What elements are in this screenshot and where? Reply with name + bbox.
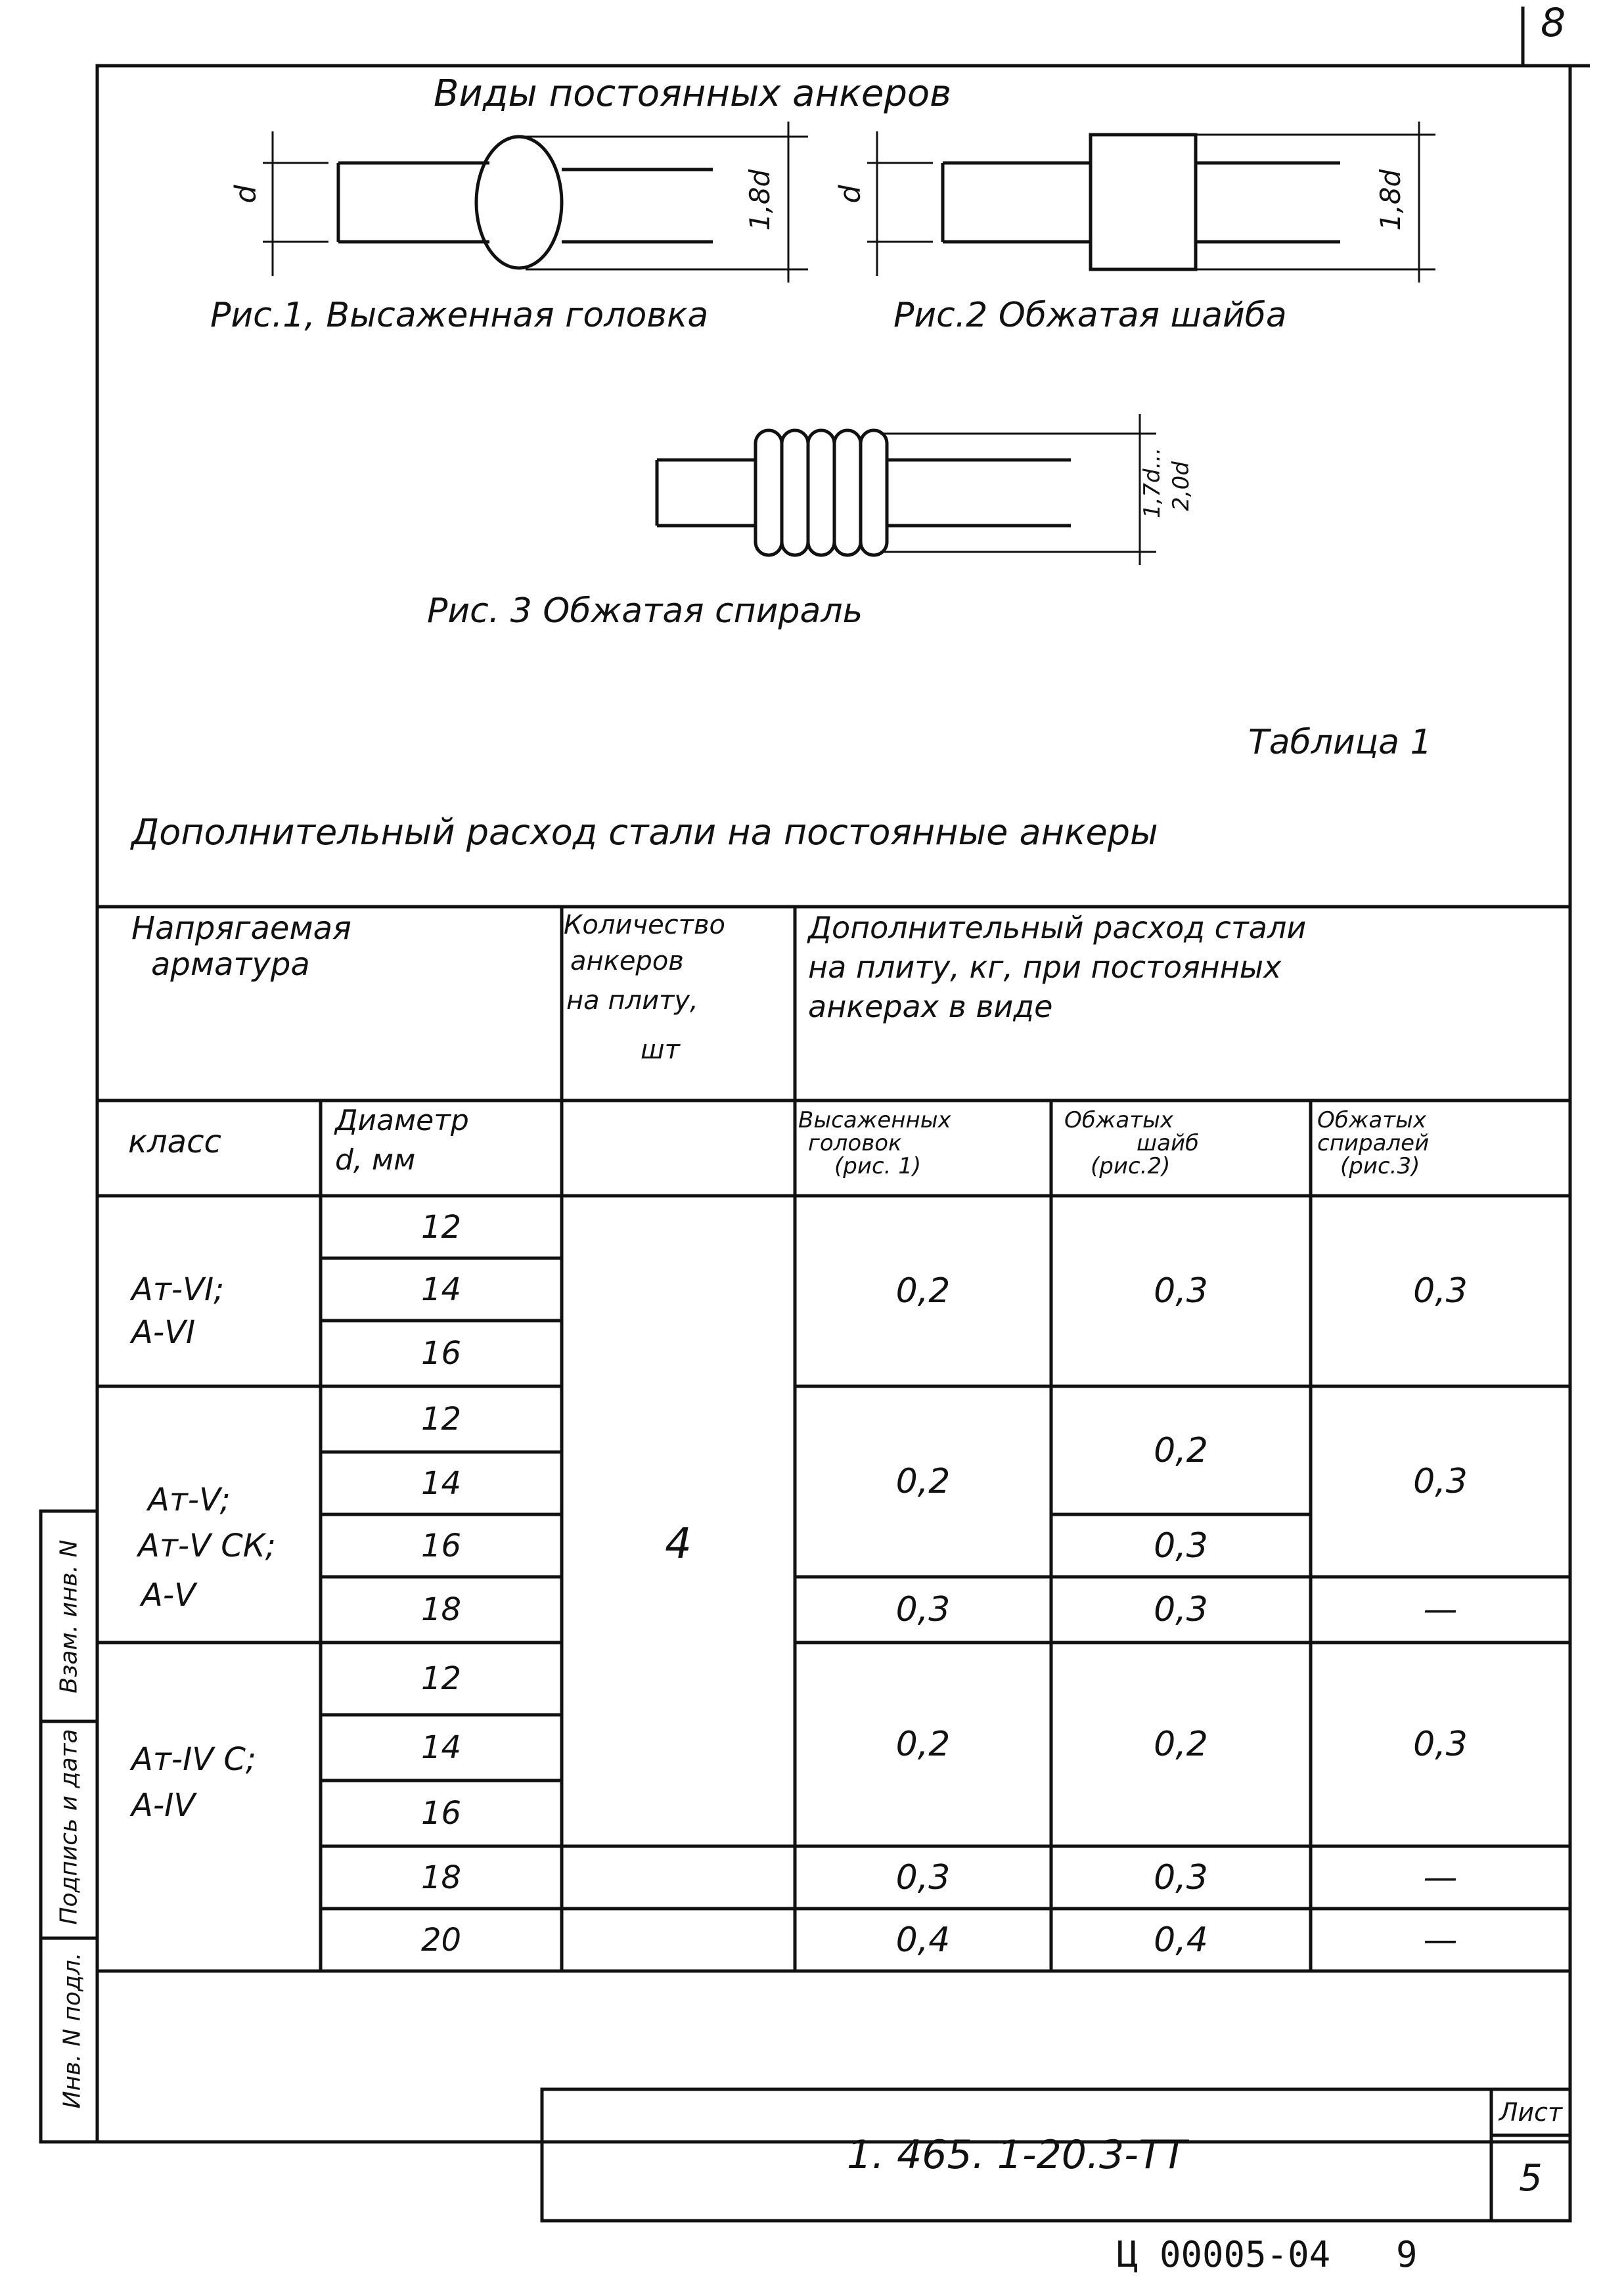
diameter-cell: 18 xyxy=(420,1591,462,1628)
diameter-cell: 14 xyxy=(420,1729,462,1766)
diameter-cell: 14 xyxy=(420,1271,462,1308)
page-number: 8 xyxy=(1541,0,1566,46)
header-reinforcement-1: Напрягаемая xyxy=(131,910,351,947)
sub2-line1: Обжатых xyxy=(1064,1107,1173,1133)
g2-18-spirals-value: — xyxy=(1423,1590,1458,1629)
sub2-line2: шайб xyxy=(1137,1130,1200,1156)
sub3-line1: Обжатых xyxy=(1317,1107,1426,1133)
g2-spirals-value: 0,3 xyxy=(1413,1462,1468,1501)
sub1-line1: Высаженных xyxy=(798,1107,951,1133)
stamp-replace-inv: Взам. инв. N xyxy=(55,1539,83,1694)
group2-class-2: Ат-V СК; xyxy=(138,1528,276,1564)
fig2-dim-d: d xyxy=(833,185,867,204)
anchor-count-value: 4 xyxy=(665,1520,692,1568)
sub1-line2: головок xyxy=(808,1130,902,1156)
figures-heading: Виды постоянных анкеров xyxy=(434,72,952,115)
fig1-caption: Рис.1, Высаженная головка xyxy=(210,296,709,335)
sub3-line3: (рис.3) xyxy=(1340,1153,1420,1179)
header-extra-2: на плиту, кг, при постоянных xyxy=(808,949,1282,985)
g1-heads-value: 0,2 xyxy=(895,1271,951,1311)
g2-18-heads-value: 0,3 xyxy=(895,1590,951,1629)
fig1-dim-outer: 1,8d xyxy=(744,169,777,231)
g3-20-washers-value: 0,4 xyxy=(1154,1920,1208,1960)
diameter-cell: 16 xyxy=(420,1335,462,1372)
header-reinforcement-2: арматура xyxy=(151,946,310,983)
header-extra-3: анкерах в виде xyxy=(808,989,1053,1024)
g3-heads-value: 0,2 xyxy=(895,1725,951,1764)
diameter-cell: 12 xyxy=(420,1660,462,1697)
group2-class-3: А-V xyxy=(141,1577,196,1614)
g1-washers-value: 0,3 xyxy=(1154,1271,1208,1311)
stamp-sign-date: Подпись и дата xyxy=(55,1729,83,1925)
header-count-2: анкеров xyxy=(570,946,684,976)
group2-class-1: Ат-V; xyxy=(148,1482,231,1518)
g3-18-washers-value: 0,3 xyxy=(1154,1857,1208,1897)
stamp-inv-no: Инв. N подл. xyxy=(58,1952,86,2109)
header-extra-1: Дополнительный расход стали xyxy=(808,910,1307,945)
header-count-4: шт xyxy=(641,1035,680,1065)
footer-page: 9 xyxy=(1396,2234,1418,2275)
header-class: класс xyxy=(128,1123,221,1160)
diameter-cell: 20 xyxy=(420,1921,462,1959)
g3-washers-value: 0,2 xyxy=(1154,1725,1208,1764)
diameter-cell: 16 xyxy=(420,1795,462,1832)
header-count-1: Количество xyxy=(564,910,726,940)
diameter-cell: 16 xyxy=(420,1527,462,1564)
g1-spirals-value: 0,3 xyxy=(1413,1271,1468,1311)
sheet-label: Лист xyxy=(1499,2098,1563,2127)
g3-20-heads-value: 0,4 xyxy=(895,1920,951,1960)
group1-class-1: Ат-VI; xyxy=(131,1271,225,1308)
g2-heads-value: 0,2 xyxy=(895,1462,951,1501)
g2-18-washers-value: 0,3 xyxy=(1154,1590,1208,1629)
header-count-3: на плиту, xyxy=(566,986,698,1016)
figure-3-drawing xyxy=(657,414,1156,565)
g2-washers-value-b: 0,3 xyxy=(1154,1526,1208,1566)
g3-18-heads-value: 0,3 xyxy=(895,1857,951,1897)
diameter-cell: 12 xyxy=(420,1401,462,1438)
group3-class-2: А-IV xyxy=(131,1787,196,1824)
sub2-line3: (рис.2) xyxy=(1091,1153,1171,1179)
group1-class-2: А-VI xyxy=(131,1314,196,1351)
fig3-caption: Рис. 3 Обжатая спираль xyxy=(427,591,863,631)
table-label: Таблица 1 xyxy=(1248,723,1432,762)
group3-class-1: Ат-IV С; xyxy=(131,1741,257,1778)
diameter-cell: 18 xyxy=(420,1859,462,1896)
g3-spirals-value: 0,3 xyxy=(1413,1725,1468,1764)
figure-2-drawing xyxy=(867,122,1435,283)
sub1-line3: (рис. 1) xyxy=(834,1153,922,1179)
fig3-dim-b: 2,0d xyxy=(1167,461,1194,511)
g2-washers-value-a: 0,2 xyxy=(1154,1430,1208,1470)
document-designation: 1. 465. 1-20.3-ТТ xyxy=(846,2132,1187,2178)
sub3-line2: спиралей xyxy=(1317,1130,1430,1156)
sheet-number: 5 xyxy=(1519,2156,1543,2200)
footer-code: Ц 00005-04 xyxy=(1117,2234,1331,2275)
header-diameter-2: d, мм xyxy=(335,1143,416,1177)
g3-20-spirals-value: — xyxy=(1423,1920,1458,1960)
fig2-dim-outer: 1,8d xyxy=(1374,169,1407,231)
fig1-dim-d: d xyxy=(229,185,263,204)
fig2-caption: Рис.2 Обжатая шайба xyxy=(893,296,1287,335)
fig3-dim-a: 1,7d... xyxy=(1139,447,1166,519)
table-title: Дополнительный расход стали на постоянные анкеры xyxy=(131,811,1158,853)
g3-18-spirals-value: — xyxy=(1423,1857,1458,1897)
diameter-cell: 14 xyxy=(420,1464,462,1502)
header-diameter-1: Диаметр xyxy=(335,1104,469,1137)
figure-1-drawing xyxy=(263,122,808,283)
diameter-cell: 12 xyxy=(420,1208,462,1246)
